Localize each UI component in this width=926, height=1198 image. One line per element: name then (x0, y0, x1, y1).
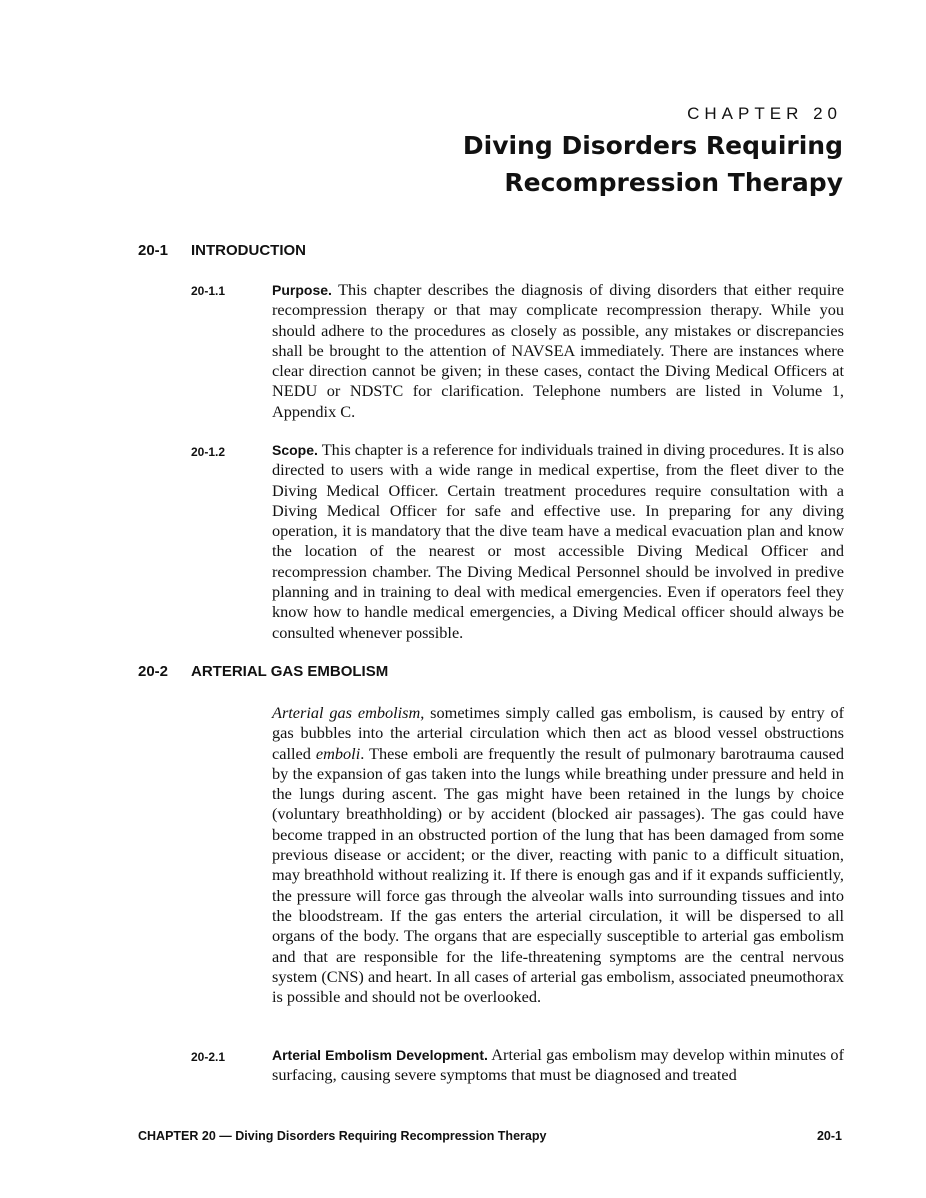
section-number: 20-2 (138, 663, 169, 680)
section-title: INTRODUCTION (191, 242, 306, 259)
page-number: 20-1 (816, 1129, 842, 1143)
section-heading-introduction (138, 242, 306, 259)
chapter-title (323, 127, 843, 201)
subsection-number-purpose: 20-1.1 (191, 284, 226, 298)
paragraph-text: Arterial gas embolism may develop within minutes of surfacing, causing severe symptoms that must be diagnosed and treated (272, 1045, 844, 1085)
paragraph-embolism-intro (272, 703, 844, 1007)
paragraph-purpose (272, 280, 844, 422)
section-heading-arterial-gas-embolism (138, 663, 388, 680)
chapter-label: CHAPTER 20 (687, 104, 842, 123)
paragraph-text: . These emboli are frequently the result of pulmonary barotrauma caused by the expansion of gas taken into the lungs while breathing under pressure and held in the lungs during ascent. The gas might have been retained in the lungs by choice (voluntary breathholding) or by accident (blocked air passages). The gas could have become trapped in an obstructed portion of the lung that has been damaged from some previous disease or accident; or the diver, reacting with panic to a difficult situation, may breathhold without realizing it. If there is enough gas and if it expands sufficiently, the pressure will force gas through the alveolar walls into surrounding tissues and into the bloodstream. If the gas enters the arterial circulation, it will be dispersed to all organs of the body. The organs that are especially susceptible to arterial gas embolism and that are responsible for the life-threatening symptoms are the central nervous system (CNS) and heart. In all cases of arterial gas embolism, associated pneumothorax is possible and should not be overlooked. (272, 743, 844, 1007)
paragraph-text: , sometimes simply called gas embolism, is caused by entry of gas bubbles into the arterial circulation which then act as blood vessel obstructions called (272, 703, 845, 763)
subsection-number-scope: 20-1.2 (191, 445, 226, 459)
paragraph-embolism-development (272, 1045, 844, 1086)
paragraph-scope (272, 440, 844, 643)
paragraph-lead: Arterial Embolism Development. (272, 1047, 488, 1063)
paragraph-lead: Purpose. (272, 282, 332, 298)
section-title: ARTERIAL GAS EMBOLISM (191, 663, 389, 680)
section-number: 20-1 (138, 242, 169, 259)
chapter-title-line-1: Diving Disorders Requiring (462, 131, 843, 160)
term-emboli: emboli (315, 743, 361, 763)
page-footer (138, 1129, 842, 1143)
running-title: CHAPTER 20 — Diving Disorders Requiring Recompression Therapy (138, 1129, 547, 1143)
paragraph-lead: Scope. (272, 442, 318, 458)
term-arterial-gas-embolism: Arterial gas embolism (272, 703, 421, 722)
chapter-title-line-2: Recompression Therapy (504, 168, 843, 197)
subsection-number-development: 20-2.1 (191, 1050, 226, 1064)
paragraph-text: This chapter describes the diagnosis of diving disorders that either require recompression therapy or that may complicate recompression therapy. While you should adhere to the procedures as closely as possible, any mistakes or discrepancies shall be brought to the attention of NAVSEA immediately. There are instances where clear direction cannot be given; in these cases, contact the Diving Medical Officers at NEDU or NDSTC for clarification. Telephone numbers are listed in Volume 1, Appendix C. (272, 280, 844, 421)
paragraph-text: This chapter is a reference for individuals trained in diving procedures. It is also directed to users with a wide range in medical expertise, from the fleet diver to the Diving Medical Officer. Certain treatment procedures require consultation with a Diving Medical Officer for safe and effective use. In preparing for any diving operation, it is mandatory that the dive team have a medical evacuation plan and know the location of the nearest or most accessible Diving Medical Officer and recompression chamber. The Diving Medical Personnel should be involved in predive planning and in training to deal with medical emergencies. Even if operators feel they know how to handle medical emergencies, a Diving Medical officer should always be consulted whenever possible. (272, 440, 845, 642)
